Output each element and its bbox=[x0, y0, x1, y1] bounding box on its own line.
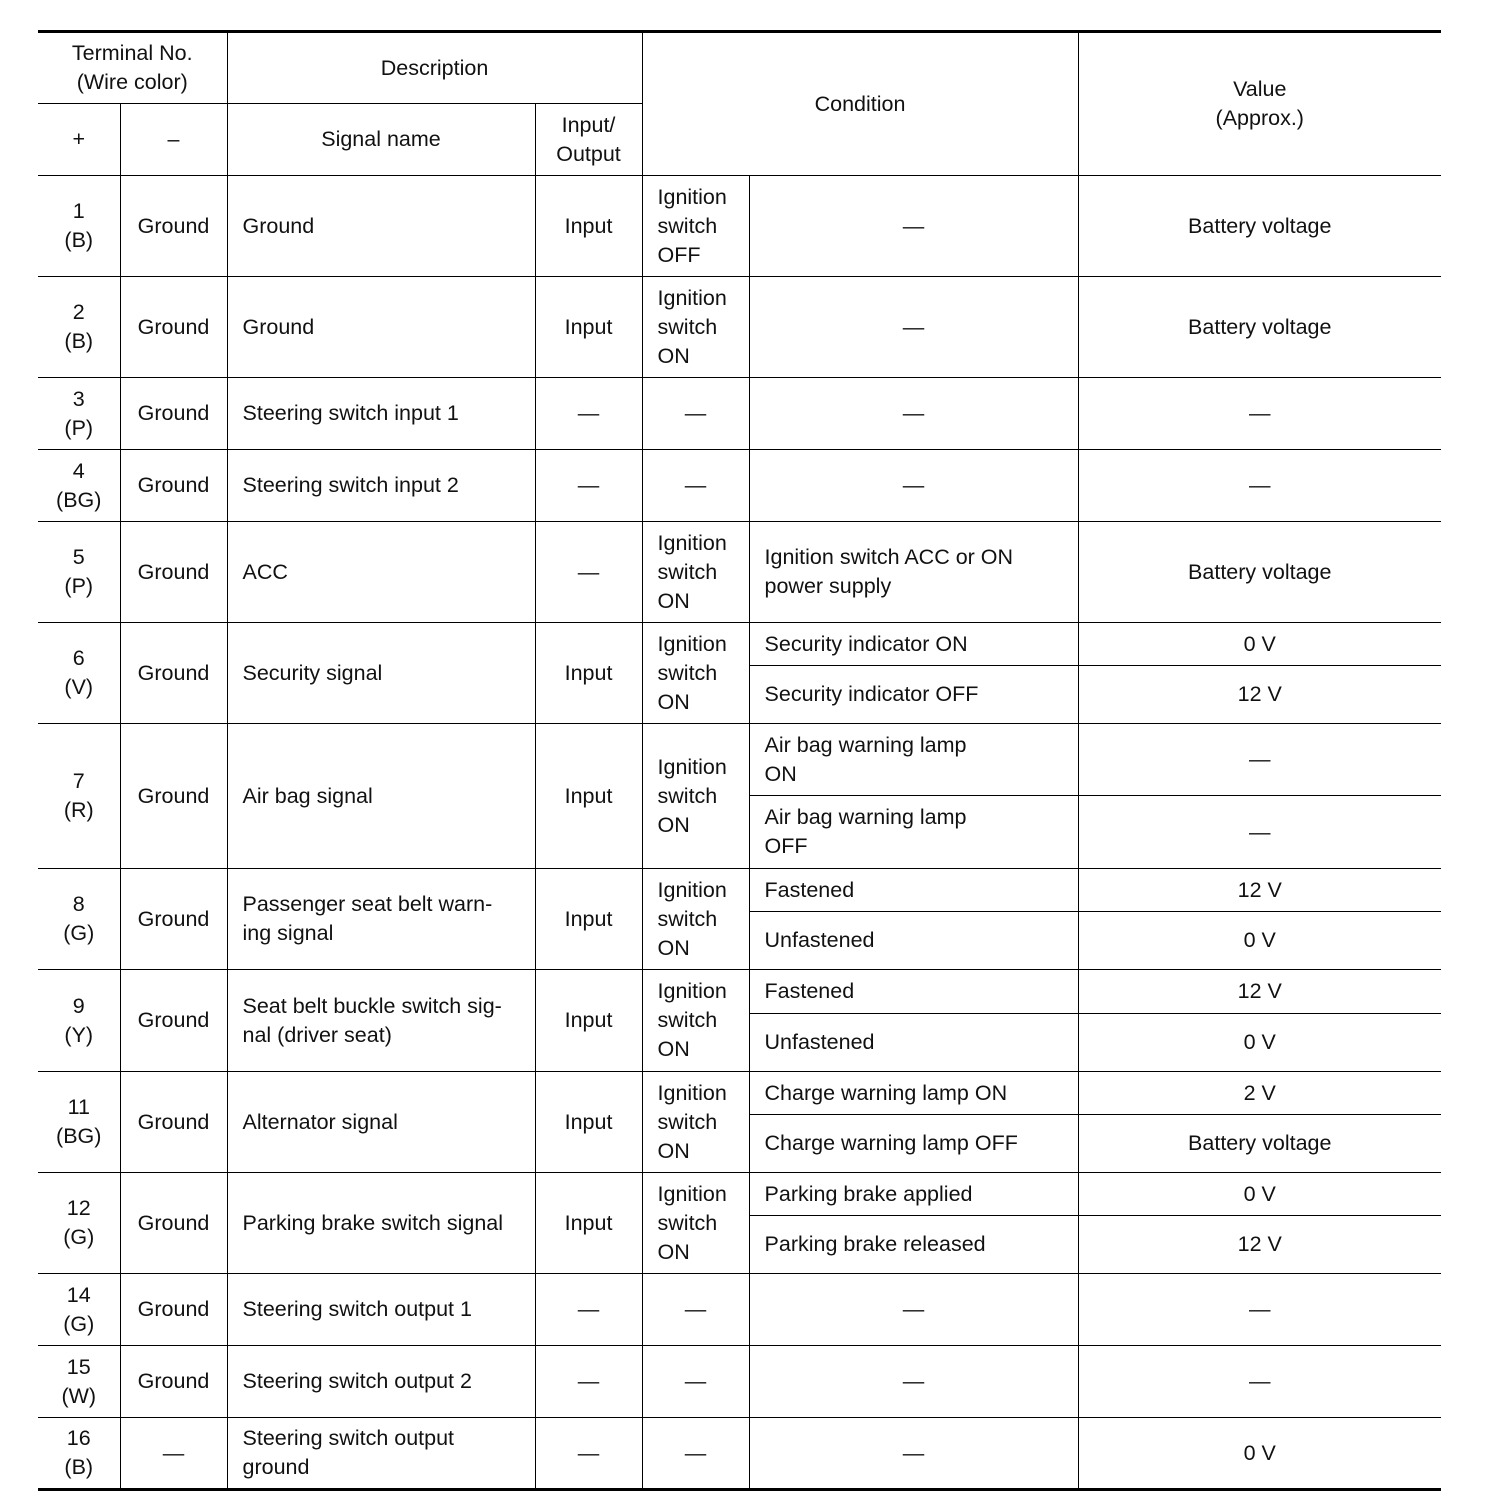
signal-name-cell: Steering switch output 1 bbox=[227, 1274, 535, 1346]
terminal-table bbox=[38, 30, 1441, 1491]
signal-name-cell: Ground bbox=[227, 176, 535, 277]
table-row bbox=[38, 1418, 1441, 1490]
condition-cell: — bbox=[642, 1418, 749, 1490]
terminal-cell: 12 (G) bbox=[38, 1173, 120, 1274]
value-cell: — bbox=[1078, 1346, 1441, 1418]
condition-detail-cell: Unfastened bbox=[749, 912, 1078, 970]
io-cell: — bbox=[535, 1274, 642, 1346]
io-cell: Input bbox=[535, 176, 642, 277]
value-cell: 12 V bbox=[1078, 869, 1441, 912]
ground-cell: Ground bbox=[120, 450, 227, 522]
terminal-table-container bbox=[38, 30, 1441, 1491]
io-cell: — bbox=[535, 1346, 642, 1418]
table-row bbox=[38, 176, 1441, 277]
value-cell: 12 V bbox=[1078, 970, 1441, 1014]
header-description: Description bbox=[227, 32, 642, 104]
header-plus: + bbox=[38, 104, 120, 176]
signal-name-cell: Steering switch output ground bbox=[227, 1418, 535, 1490]
ground-cell: Ground bbox=[120, 1173, 227, 1274]
ground-cell: Ground bbox=[120, 1274, 227, 1346]
io-cell: Input bbox=[535, 970, 642, 1072]
table-row bbox=[38, 1346, 1441, 1418]
condition-cell: Ignition switch OFF bbox=[642, 176, 749, 277]
condition-detail-cell: — bbox=[749, 450, 1078, 522]
condition-detail-cell: Ignition switch ACC or ON power supply bbox=[749, 522, 1078, 623]
condition-cell: — bbox=[642, 450, 749, 522]
condition-detail-cell: Charge warning lamp ON bbox=[749, 1072, 1078, 1115]
table-row bbox=[38, 623, 1441, 666]
signal-name-cell: Steering switch input 1 bbox=[227, 378, 535, 450]
terminal-cell: 1 (B) bbox=[38, 176, 120, 277]
condition-cell: Ignition switch ON bbox=[642, 1072, 749, 1173]
ground-cell: Ground bbox=[120, 724, 227, 869]
condition-detail-cell: — bbox=[749, 1274, 1078, 1346]
condition-detail-cell: — bbox=[749, 277, 1078, 378]
terminal-cell: 14 (G) bbox=[38, 1274, 120, 1346]
header-value: Value (Approx.) bbox=[1078, 32, 1441, 176]
condition-detail-cell: Charge warning lamp OFF bbox=[749, 1115, 1078, 1173]
condition-cell: — bbox=[642, 1274, 749, 1346]
condition-cell: — bbox=[642, 378, 749, 450]
io-cell: — bbox=[535, 450, 642, 522]
signal-name-cell: Passenger seat belt warn- ing signal bbox=[227, 869, 535, 970]
table-row bbox=[38, 1274, 1441, 1346]
value-cell: Battery voltage bbox=[1078, 1115, 1441, 1173]
signal-name-cell: ACC bbox=[227, 522, 535, 623]
table-row bbox=[38, 1072, 1441, 1115]
table-row bbox=[38, 277, 1441, 378]
condition-cell: Ignition switch ON bbox=[642, 623, 749, 724]
header-signal-name: Signal name bbox=[227, 104, 535, 176]
signal-name-cell: Security signal bbox=[227, 623, 535, 724]
terminal-cell: 6 (V) bbox=[38, 623, 120, 724]
value-cell: 2 V bbox=[1078, 1072, 1441, 1115]
condition-detail-cell: Unfastened bbox=[749, 1014, 1078, 1072]
table-row bbox=[38, 970, 1441, 1014]
condition-cell: Ignition switch ON bbox=[642, 1173, 749, 1274]
terminal-cell: 2 (B) bbox=[38, 277, 120, 378]
io-cell: — bbox=[535, 522, 642, 623]
condition-detail-cell: Fastened bbox=[749, 869, 1078, 912]
value-cell: 0 V bbox=[1078, 912, 1441, 970]
condition-detail-cell: — bbox=[749, 1418, 1078, 1490]
terminal-cell: 3 (P) bbox=[38, 378, 120, 450]
ground-cell: Ground bbox=[120, 970, 227, 1072]
value-cell: 12 V bbox=[1078, 1216, 1441, 1274]
table-row bbox=[38, 1173, 1441, 1216]
condition-detail-cell: Fastened bbox=[749, 970, 1078, 1014]
value-cell: 0 V bbox=[1078, 1173, 1441, 1216]
header-io: Input/ Output bbox=[535, 104, 642, 176]
signal-name-cell: Parking brake switch signal bbox=[227, 1173, 535, 1274]
condition-detail-cell: Air bag warning lamp ON bbox=[749, 724, 1078, 796]
table-row bbox=[38, 869, 1441, 912]
ground-cell: Ground bbox=[120, 869, 227, 970]
value-cell: — bbox=[1078, 378, 1441, 450]
value-cell: — bbox=[1078, 796, 1441, 869]
header-minus: – bbox=[120, 104, 227, 176]
ground-cell: Ground bbox=[120, 1346, 227, 1418]
terminal-cell: 5 (P) bbox=[38, 522, 120, 623]
condition-detail-cell: Air bag warning lamp OFF bbox=[749, 796, 1078, 869]
condition-detail-cell: Security indicator ON bbox=[749, 623, 1078, 666]
value-cell: 0 V bbox=[1078, 1418, 1441, 1490]
table-body bbox=[38, 176, 1441, 1490]
signal-name-cell: Alternator signal bbox=[227, 1072, 535, 1173]
ground-cell: Ground bbox=[120, 176, 227, 277]
io-cell: Input bbox=[535, 623, 642, 724]
table-row bbox=[38, 522, 1441, 623]
value-cell: Battery voltage bbox=[1078, 277, 1441, 378]
terminal-cell: 4 (BG) bbox=[38, 450, 120, 522]
condition-cell: Ignition switch ON bbox=[642, 277, 749, 378]
io-cell: — bbox=[535, 378, 642, 450]
signal-name-cell: Steering switch output 2 bbox=[227, 1346, 535, 1418]
terminal-cell: 16 (B) bbox=[38, 1418, 120, 1490]
header-condition: Condition bbox=[642, 32, 1078, 176]
value-cell: — bbox=[1078, 450, 1441, 522]
io-cell: Input bbox=[535, 869, 642, 970]
terminal-cell: 8 (G) bbox=[38, 869, 120, 970]
value-cell: 0 V bbox=[1078, 623, 1441, 666]
value-cell: Battery voltage bbox=[1078, 176, 1441, 277]
condition-detail-cell: — bbox=[749, 378, 1078, 450]
signal-name-cell: Air bag signal bbox=[227, 724, 535, 869]
signal-name-cell: Steering switch input 2 bbox=[227, 450, 535, 522]
condition-detail-cell: Parking brake applied bbox=[749, 1173, 1078, 1216]
condition-detail-cell: Security indicator OFF bbox=[749, 666, 1078, 724]
io-cell: Input bbox=[535, 724, 642, 869]
table-row bbox=[38, 724, 1441, 796]
terminal-cell: 7 (R) bbox=[38, 724, 120, 869]
condition-detail-cell: Parking brake released bbox=[749, 1216, 1078, 1274]
ground-cell: Ground bbox=[120, 1072, 227, 1173]
signal-name-cell: Seat belt buckle switch sig- nal (driver seat) bbox=[227, 970, 535, 1072]
io-cell: Input bbox=[535, 1072, 642, 1173]
ground-cell: Ground bbox=[120, 378, 227, 450]
header-terminal: Terminal No. (Wire color) bbox=[38, 32, 227, 104]
value-cell: — bbox=[1078, 724, 1441, 796]
ground-cell: Ground bbox=[120, 522, 227, 623]
io-cell: Input bbox=[535, 277, 642, 378]
condition-detail-cell: — bbox=[749, 1346, 1078, 1418]
value-cell: 0 V bbox=[1078, 1014, 1441, 1072]
table-row bbox=[38, 378, 1441, 450]
io-cell: Input bbox=[535, 1173, 642, 1274]
value-cell: Battery voltage bbox=[1078, 522, 1441, 623]
ground-cell: Ground bbox=[120, 623, 227, 724]
condition-cell: Ignition switch ON bbox=[642, 522, 749, 623]
condition-cell: Ignition switch ON bbox=[642, 869, 749, 970]
terminal-cell: 15 (W) bbox=[38, 1346, 120, 1418]
condition-cell: Ignition switch ON bbox=[642, 724, 749, 869]
table-row bbox=[38, 450, 1441, 522]
condition-cell: — bbox=[642, 1346, 749, 1418]
value-cell: 12 V bbox=[1078, 666, 1441, 724]
signal-name-cell: Ground bbox=[227, 277, 535, 378]
terminal-cell: 11 (BG) bbox=[38, 1072, 120, 1173]
io-cell: — bbox=[535, 1418, 642, 1490]
terminal-cell: 9 (Y) bbox=[38, 970, 120, 1072]
value-cell: — bbox=[1078, 1274, 1441, 1346]
ground-cell: — bbox=[120, 1418, 227, 1490]
condition-cell: Ignition switch ON bbox=[642, 970, 749, 1072]
ground-cell: Ground bbox=[120, 277, 227, 378]
condition-detail-cell: — bbox=[749, 176, 1078, 277]
